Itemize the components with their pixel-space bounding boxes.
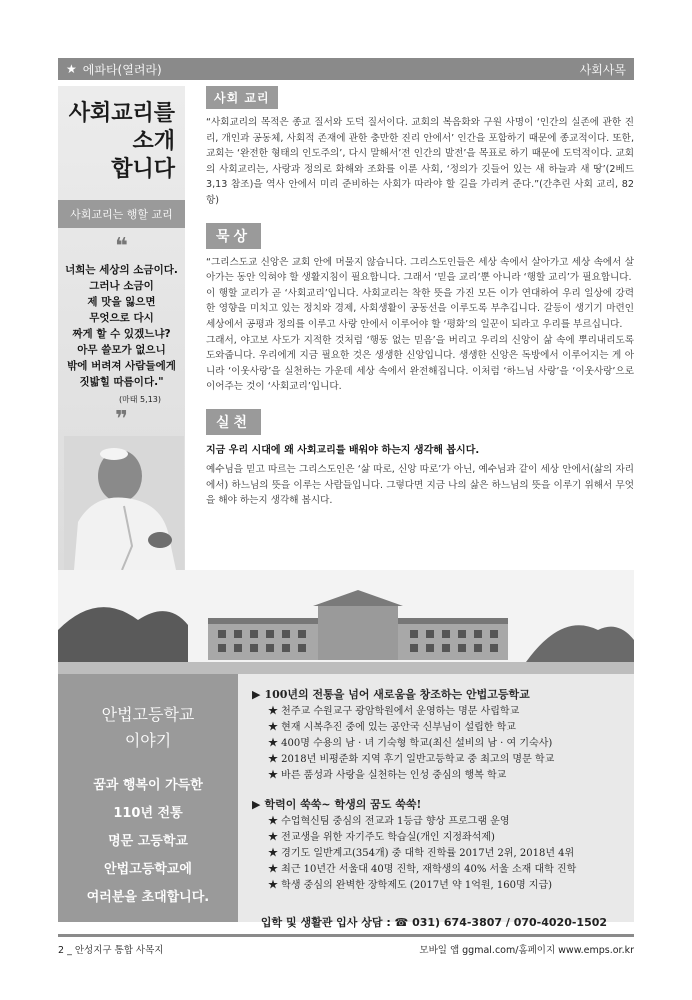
sidebar-title: [58, 86, 185, 184]
feature-item: ★ 천주교 수원교구 광암학원에서 운영하는 명문 사립학교: [268, 706, 520, 717]
feature-item: ★ 최근 10년간 서울대 40명 진학, 재학생의 40% 서울 소재 대학 진학: [268, 864, 577, 875]
page-number: 2 _ 안성지구 통합 사목지: [58, 945, 164, 956]
quote-citation: (마태 5,13): [118, 395, 161, 404]
practice-text: 예수님을 믿고 따르는 그리스도인은 ‘삶 따로, 신앙 따로’가 아닌, 예수님과 같이 세상 안에서(삶의 자리에서) 하느님의 뜻을 이루는 사람들입니다. 그렇다면 지금 나의 삶은 하느님의 뜻을 이루기 위해서 무엇을 해야 하는지 생각해 봅시다.: [206, 463, 634, 507]
feature-item: ★ 학생 중심의 완벽한 장학제도 (2017년 약 1억원, 160명 지급): [268, 880, 553, 891]
school-slogan: [58, 772, 238, 912]
slogan-line: 명문 고등학교: [108, 834, 188, 849]
quote-line: 무엇으로 다시: [89, 312, 154, 324]
main-content: [206, 86, 634, 509]
school-ad: [58, 674, 634, 929]
section-practice: [206, 409, 634, 509]
feature-item: ★ 경기도 일반계고(354개) 중 대학 진학률 2017년 2위, 2018년 4위: [268, 848, 575, 859]
quote-open-icon: ❝: [115, 234, 128, 259]
quote-line: 너희는 세상의 소금이다.: [65, 264, 178, 276]
sidebar-title-line: 소개: [132, 129, 175, 154]
sidebar: [58, 86, 185, 570]
header-left: [66, 61, 162, 78]
section-label: 실천: [206, 409, 261, 435]
quote-line: 제 맛을 잃으면: [87, 296, 156, 308]
doctrine-text: “사회교리의 목적은 종교 질서와 도덕 질서이다. 교회의 복음화와 구원 사명이 ‘인간의 실존에 관한 진리, 개인과 공동체, 사회적 존재에 관한 충만한 진리 안에서’ 인간을 포함하기 때문에 종교적이다. 또한, 교회는 ‘완전한 형태의 인도주의’, 다시 말해서’전 인간의 발전’을 목표로 하기 때문에 도덕적이다. 교회의 사회교리는, 사랑과 정의로 화해와 조화를 이룬 사회, ‘정의가 깃들어 있는 새 하늘과 새 땅’(2베드 3,13 참조)을 역사 안에서 미리 준비하는 사회가 따라야 할 길을 가리켜 준다.”(간추린 사회 교리, 82항): [206, 117, 634, 206]
feature-item: ★ 바른 품성과 사랑을 실천하는 인성 중심의 행복 학교: [268, 770, 507, 781]
footer-links: 모바일 앱 ggmal.com/홈페이지 www.emps.or.kr: [419, 945, 634, 956]
bible-quote: [58, 258, 185, 390]
section-label: 사회 교리: [206, 86, 278, 109]
feature-group-head: [252, 686, 634, 702]
star-icon: ★: [66, 62, 77, 76]
quote-line: 짜게 할 수 있겠느냐?: [72, 328, 171, 340]
contact-info: 입학 및 생활관 입사 상담 : ☎ 031) 674-3807 / 070-4020-1502: [260, 916, 608, 929]
feature-item: ★ 2018년 비평준화 지역 후기 일반고등학교 중 최고의 명문 학교: [268, 754, 555, 765]
school-title: [58, 702, 238, 754]
sidebar-band: 사회교리는 행할 교리: [58, 200, 185, 228]
triangle-right-icon: ▶: [252, 797, 261, 811]
feature-item: ★ 현재 시복추진 중에 있는 공안국 신부님이 설립한 학교: [268, 722, 516, 733]
slogan-line: 안법고등학교에: [104, 862, 192, 877]
school-title-line: 이야기: [124, 731, 172, 750]
feature-group-head: [252, 796, 634, 812]
section-label: 묵상: [206, 223, 261, 249]
pope-photo: [64, 436, 184, 570]
section-doctrine: [206, 86, 634, 209]
quote-close-icon: ❞: [115, 407, 128, 432]
practice-question: 지금 우리 시대에 왜 사회교리를 배워야 하는지 생각해 봅시다.: [206, 444, 480, 456]
quote-line: 짓밟힐 따름이다.": [79, 376, 164, 388]
slogan-line: 꿈과 행복이 가득한: [93, 778, 203, 793]
header-title: 에파타(열려라): [82, 62, 162, 77]
quote-line: 아무 쓸모가 없으니: [77, 344, 166, 356]
quote-line: 그러나 소금이: [89, 280, 154, 292]
page-footer: [58, 942, 634, 956]
feature-item: ★ 400명 수용의 남 · 녀 기숙형 학교(최신 설비의 남 · 여 기숙사): [268, 738, 553, 749]
sidebar-title-line: 사회교리를: [68, 101, 175, 126]
feature-item: ★ 수업혁신팀 중심의 전교과 1등급 향상 프로그램 운영: [268, 816, 510, 827]
school-ad-title-panel: [58, 674, 238, 922]
footer-divider: [58, 934, 634, 937]
slogan-line: 110년 전통: [113, 806, 183, 821]
feature-group-title: 100년의 전통을 넘어 새로움을 창조하는 안법고등학교: [264, 688, 530, 701]
header-category: 사회사목: [579, 62, 626, 77]
school-building-photo: [58, 570, 634, 674]
triangle-right-icon: ▶: [252, 687, 261, 701]
feature-group-title: 학력이 쑥쑥~ 학생의 꿈도 쑥쑥!: [264, 798, 422, 811]
meditation-paragraph: 이 행할 교리가 곧 ‘사회교리’입니다. 사회교리는 착한 뜻을 가진 모든 이가 연대하여 우리 일상에 강력한 영향을 미치고 있는 정치와 경제, 사회생활이 공동선을 이루도록 부추깁니다. 갈등이 생기기 마련인 세상에서 공평과 정의를 이루고 사랑 안에서 이루어야 할 ‘평화’의 일꾼이 되라고 우리를 부르십니다.: [206, 287, 634, 330]
school-ad-details: [238, 674, 634, 929]
school-title-line: 안법고등학교: [101, 705, 195, 724]
feature-item: ★ 전교생을 위한 자기주도 학습실(개인 지정좌석제): [268, 832, 495, 843]
section-meditation: [206, 223, 634, 395]
sidebar-title-line: 합니다: [111, 157, 175, 182]
quote-line: 밖에 버려져 사람들에게: [67, 360, 176, 372]
page-header: [58, 58, 634, 80]
slogan-line: 여러분을 초대합니다.: [86, 890, 210, 905]
meditation-paragraph: “그리스도교 신앙은 교회 안에 머물지 않습니다. 그리스도인들은 세상 속에서 살아가고 세상 속에서 살아가는 동안 익혀야 할 생활지침이 필요합니다. 그래서 ‘믿을 교리’뿐 아니라 ‘행할 교리’가 필요합니다.: [206, 256, 634, 284]
meditation-paragraph: 그래서, 야고보 사도가 지적한 것처럼 ‘행동 없는 믿음’을 버리고 우리의 신앙이 삶 속에 뿌리내리도록 도와줍니다. 우리에게 지금 필요한 것은 생생한 신앙입니다. 생생한 신앙은 독방에서 이루어지는 게 아니라 ‘이웃사랑’을 실천하는 가운데 세상 속에서 완전해집니다. 이처럼 ‘하느님 사랑’을 ‘이웃사랑’으로 이어주는 것이 ‘사회교리’입니다.: [206, 334, 634, 393]
